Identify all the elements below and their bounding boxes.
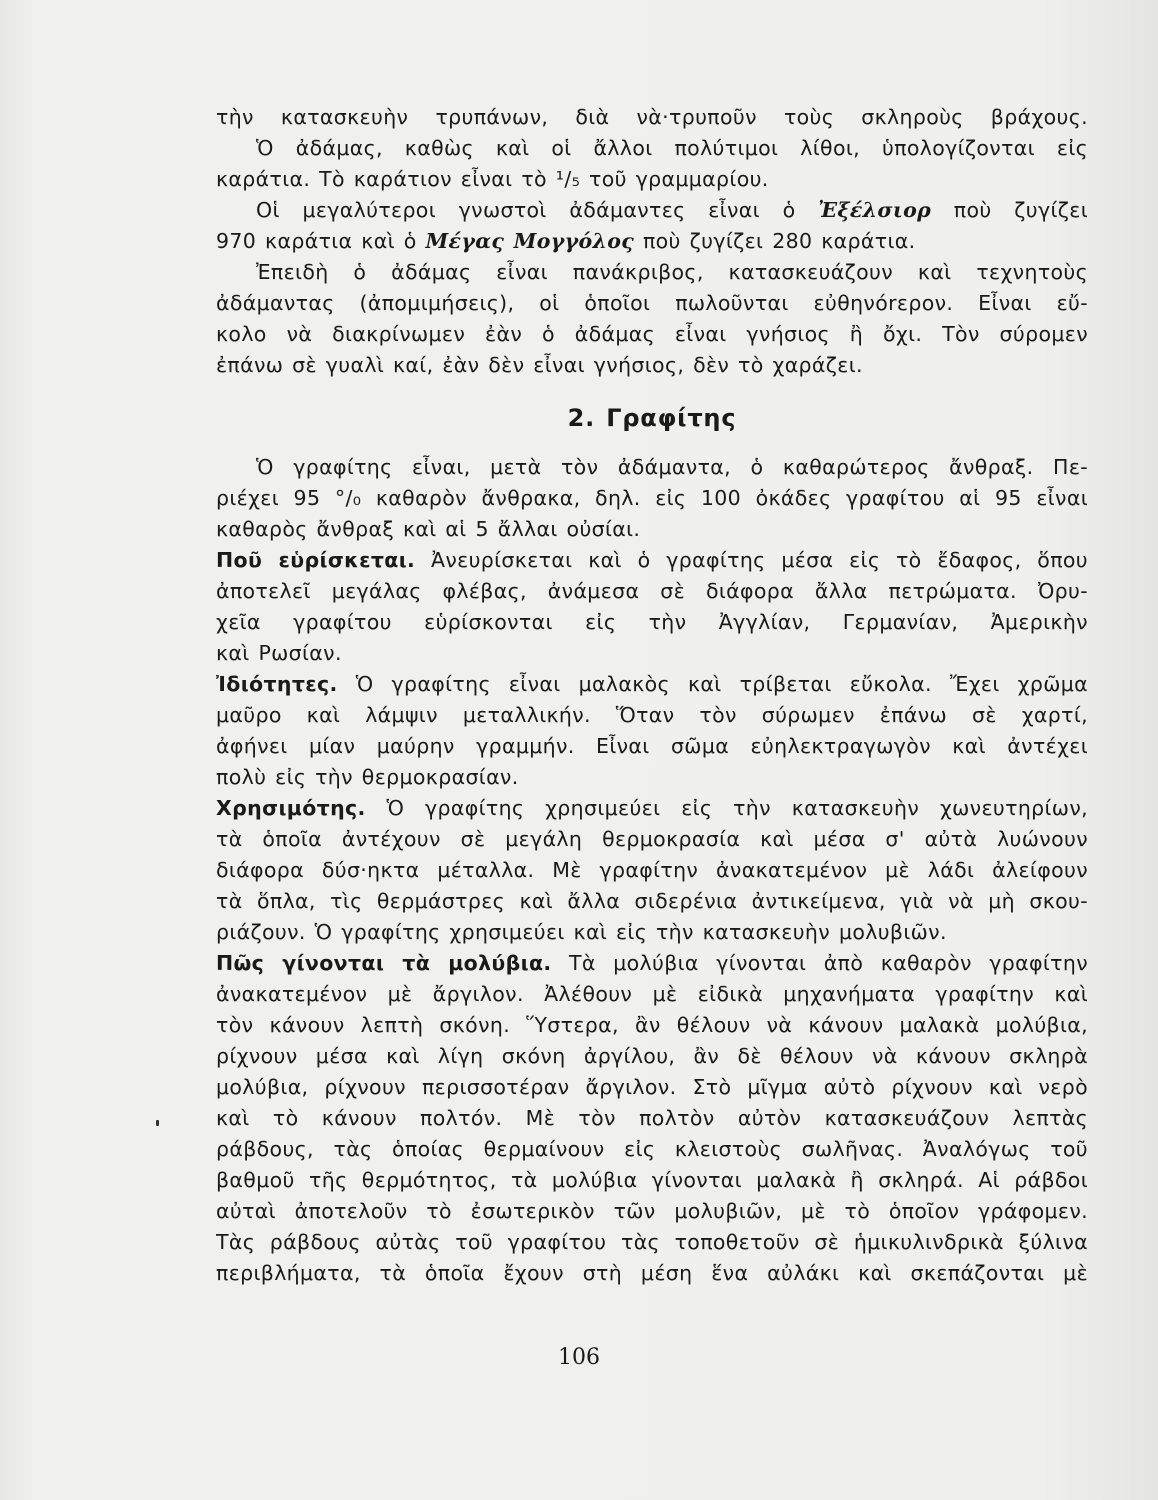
diamond-name-great-mogul: Μέγας Μογγόλος xyxy=(425,229,635,253)
text-line: ἀδάμαντας (ἀπομιμήσεις), οἱ ὁποῖοι πωλοῦνται εὐθηνόrερον. Εἶναι εὔ- xyxy=(216,291,1088,315)
text-line: ριάζουν. Ὁ γραφίτης χρησιμεύει καὶ εἰς τὴν κατασκευὴν μολυβιῶν. xyxy=(216,920,947,944)
text-line: βαθμοῦ τῆς θερμότητος, τὰ μολύβια γίνονται μαλακὰ ἢ σκληρά. Αἱ ράβδοι xyxy=(216,1168,1088,1192)
text-line: ἀφήνει μίαν μαύρην γραμμήν. Εἶναι σῶμα εὐηλεκτραγωγὸν καὶ ἀντέχει xyxy=(216,734,1088,758)
text-fragment: 970 καράτια καὶ ὁ xyxy=(216,229,426,253)
print-speck xyxy=(156,1120,159,1126)
text-line: ράβδους, τὰς ὁποίας θερμαίνουν εἰς κλειστοὺς σωλῆνας. Ἀναλόγως τοῦ xyxy=(216,1137,1088,1161)
text-line: ἐπάνω σὲ γυαλὶ καί, ἐὰν δὲν εἶναι γνήσιος, δὲν τὸ χαράζει. xyxy=(216,353,863,377)
text-line: καὶ τὸ κάνουν πολτόν. Μὲ τὸν πολτὸν αὐτὸν κατασκευάζουν λεπτὰς xyxy=(216,1106,1088,1130)
text-line: κολο νὰ διακρίνωμεν ἐὰν ὁ ἀδάμας εἶναι γνήσιος ἢ ὄχι. Τὸν σύρομεν xyxy=(216,322,1088,346)
text-line: καθαρὸς ἄνθραξ καὶ αἱ 5 ἄλλαι οὐσίαι. xyxy=(216,517,641,541)
text-line: Ἐπειδὴ ὁ ἀδάμας εἶναι πανάκριβος, κατασκευάζουν καὶ τεχνητοὺς xyxy=(256,260,1088,284)
text-line: ἀνακατεμένον μὲ ἄργιλον. Ἀλέθουν μὲ εἰδικὰ μηχανήματα γραφίτην καὶ xyxy=(216,982,1088,1006)
text-line xyxy=(216,669,1088,700)
section-heading: 2. Γραφίτης xyxy=(567,404,737,432)
text-line: Ὁ γραφίτης εἶναι, μετὰ τὸν ἀδάμαντα, ὁ καθαρώτερος ἄνθραξ. Πε- xyxy=(256,455,1088,479)
text-line: Τὰς ράβδους αὐτὰς τοῦ γραφίτου τὰς τοποθετοῦν σὲ ἡμικυλινδρικὰ ξύλινα xyxy=(216,1230,1088,1254)
text-line: τὰ ὁποῖα ἀντέχουν σὲ μεγάλη θερμοκρασία καὶ μέσα σ' αὐτὰ λυώνουν xyxy=(216,827,1088,851)
text-line: τὴν κατασκευὴν τρυπάνων, διὰ νὰ·τρυποῦν τοὺς σκληροὺς βράχους. xyxy=(216,105,1088,129)
text-line: καράτια. Τὸ καράτιον εἶναι τὸ ¹/₅ τοῦ γραμμαρίου. xyxy=(216,167,769,191)
page-number: 106 xyxy=(558,1345,600,1370)
text-line: μολύβια, ρίχνουν περισσοτέραν ἄργιλον. Στὸ μῖγμα αὐτὸ ρίχνουν καὶ νερὸ xyxy=(216,1075,1088,1099)
subsection-label-properties: Ἰδιότητες. xyxy=(216,672,338,696)
subsection-label-pencils: Πῶς γίνονται τὰ μολύβια. xyxy=(216,951,552,975)
text-fragment: Ὁ γραφίτης χρησιμεύει εἰς τὴν κατασκευὴν χωνευτηρίων, xyxy=(365,796,1088,820)
diamond-name-excelsior: Ἐξέλσιορ xyxy=(818,198,932,222)
text-line: ἀποτελεῖ μεγάλας φλέβας, ἀνάμεσα σὲ διάφορα ἄλλα πετρώματα. Ὀρυ- xyxy=(216,579,1088,603)
text-line: καὶ Ρωσίαν. xyxy=(216,641,342,665)
text-line xyxy=(216,226,1088,257)
text-line: αὐταὶ ἀποτελοῦν τὸ ἐσωτερικὸν τῶν μολυβιῶν, μὲ τὸ ὁποῖον γράφομεν. xyxy=(216,1199,1088,1223)
text-fragment: Τὰ μολύβια γίνονται ἀπὸ καθαρὸν γραφίτην xyxy=(551,951,1088,975)
text-line xyxy=(216,545,1088,576)
text-line: τὸν κάνουν λεπτὴ σκόνη. Ὕστερα, ἂν θέλουν νὰ κάνουν μαλακὰ μολύβια, xyxy=(216,1013,1088,1037)
text-line: περιβλήματα, τὰ ὁποῖα ἔχουν στὴ μέση ἕνα αὐλάκι καὶ σκεπάζονται μὲ xyxy=(216,1261,1088,1285)
text-line: μαῦρο καὶ λάμψιν μεταλλικήν. Ὅταν τὸν σύρωμεν ἐπάνω σὲ χαρτί, xyxy=(216,703,1088,727)
text-line: τὰ ὅπλα, τὶς θερμάστρες καὶ ἄλλα σιδερένια ἀντικείμενα, γιὰ νὰ μὴ σκου- xyxy=(216,889,1088,913)
text-fragment: Οἱ μεγαλύτεροι γνωστοὶ ἀδάμαντες εἶναι ὁ xyxy=(256,198,819,222)
text-fragment: ποὺ ζυγίζει xyxy=(931,198,1088,222)
text-line: χεῖα γραφίτου εὑρίσκονται εἰς τὴν Ἀγγλίαν, Γερμανίαν, Ἀμερικὴν xyxy=(216,610,1088,634)
subsection-label-where: Ποῦ εὑρίσκεται. xyxy=(216,548,416,572)
text-line: διάφορα δύσ·ηκτα μέταλλα. Μὲ γραφίτην ἀνακατεμένον μὲ λάδι ἀλείφουν xyxy=(216,858,1088,882)
subsection-label-usefulness: Χρησιμότης. xyxy=(216,796,366,820)
text-line: ριέχει 95 °/₀ καθαρὸν ἄνθρακα, δηλ. εἰς 100 ὀκάδες γραφίτου αἱ 95 εἶναι xyxy=(216,486,1088,510)
text-line xyxy=(216,195,1088,226)
text-line: ρίχνουν μέσα καὶ λίγη σκόνη ἀργίλου, ἂν δὲ θέλουν νὰ κάνουν σκληρὰ xyxy=(216,1044,1088,1068)
text-line xyxy=(216,948,1088,979)
text-line: πολὺ εἰς τὴν θερμοκρασίαν. xyxy=(216,765,519,789)
text-fragment: Ὁ γραφίτης εἶναι μαλακὸς καὶ τρίβεται εὔκολα. Ἔχει χρῶμα xyxy=(337,672,1088,696)
body-text xyxy=(216,102,1088,1289)
text-fragment: ποὺ ζυγίζει 280 καράτια. xyxy=(634,229,916,253)
text-fragment: Ἀνευρίσκεται καὶ ὁ γραφίτης μέσα εἰς τὸ ἔδαφος, ὅπου xyxy=(415,548,1088,572)
text-line xyxy=(216,793,1088,824)
text-line: Ὁ ἀδάμας, καθὼς καὶ οἱ ἄλλοι πολύτιμοι λίθοι, ὑπολογίζονται εἰς xyxy=(256,136,1088,160)
